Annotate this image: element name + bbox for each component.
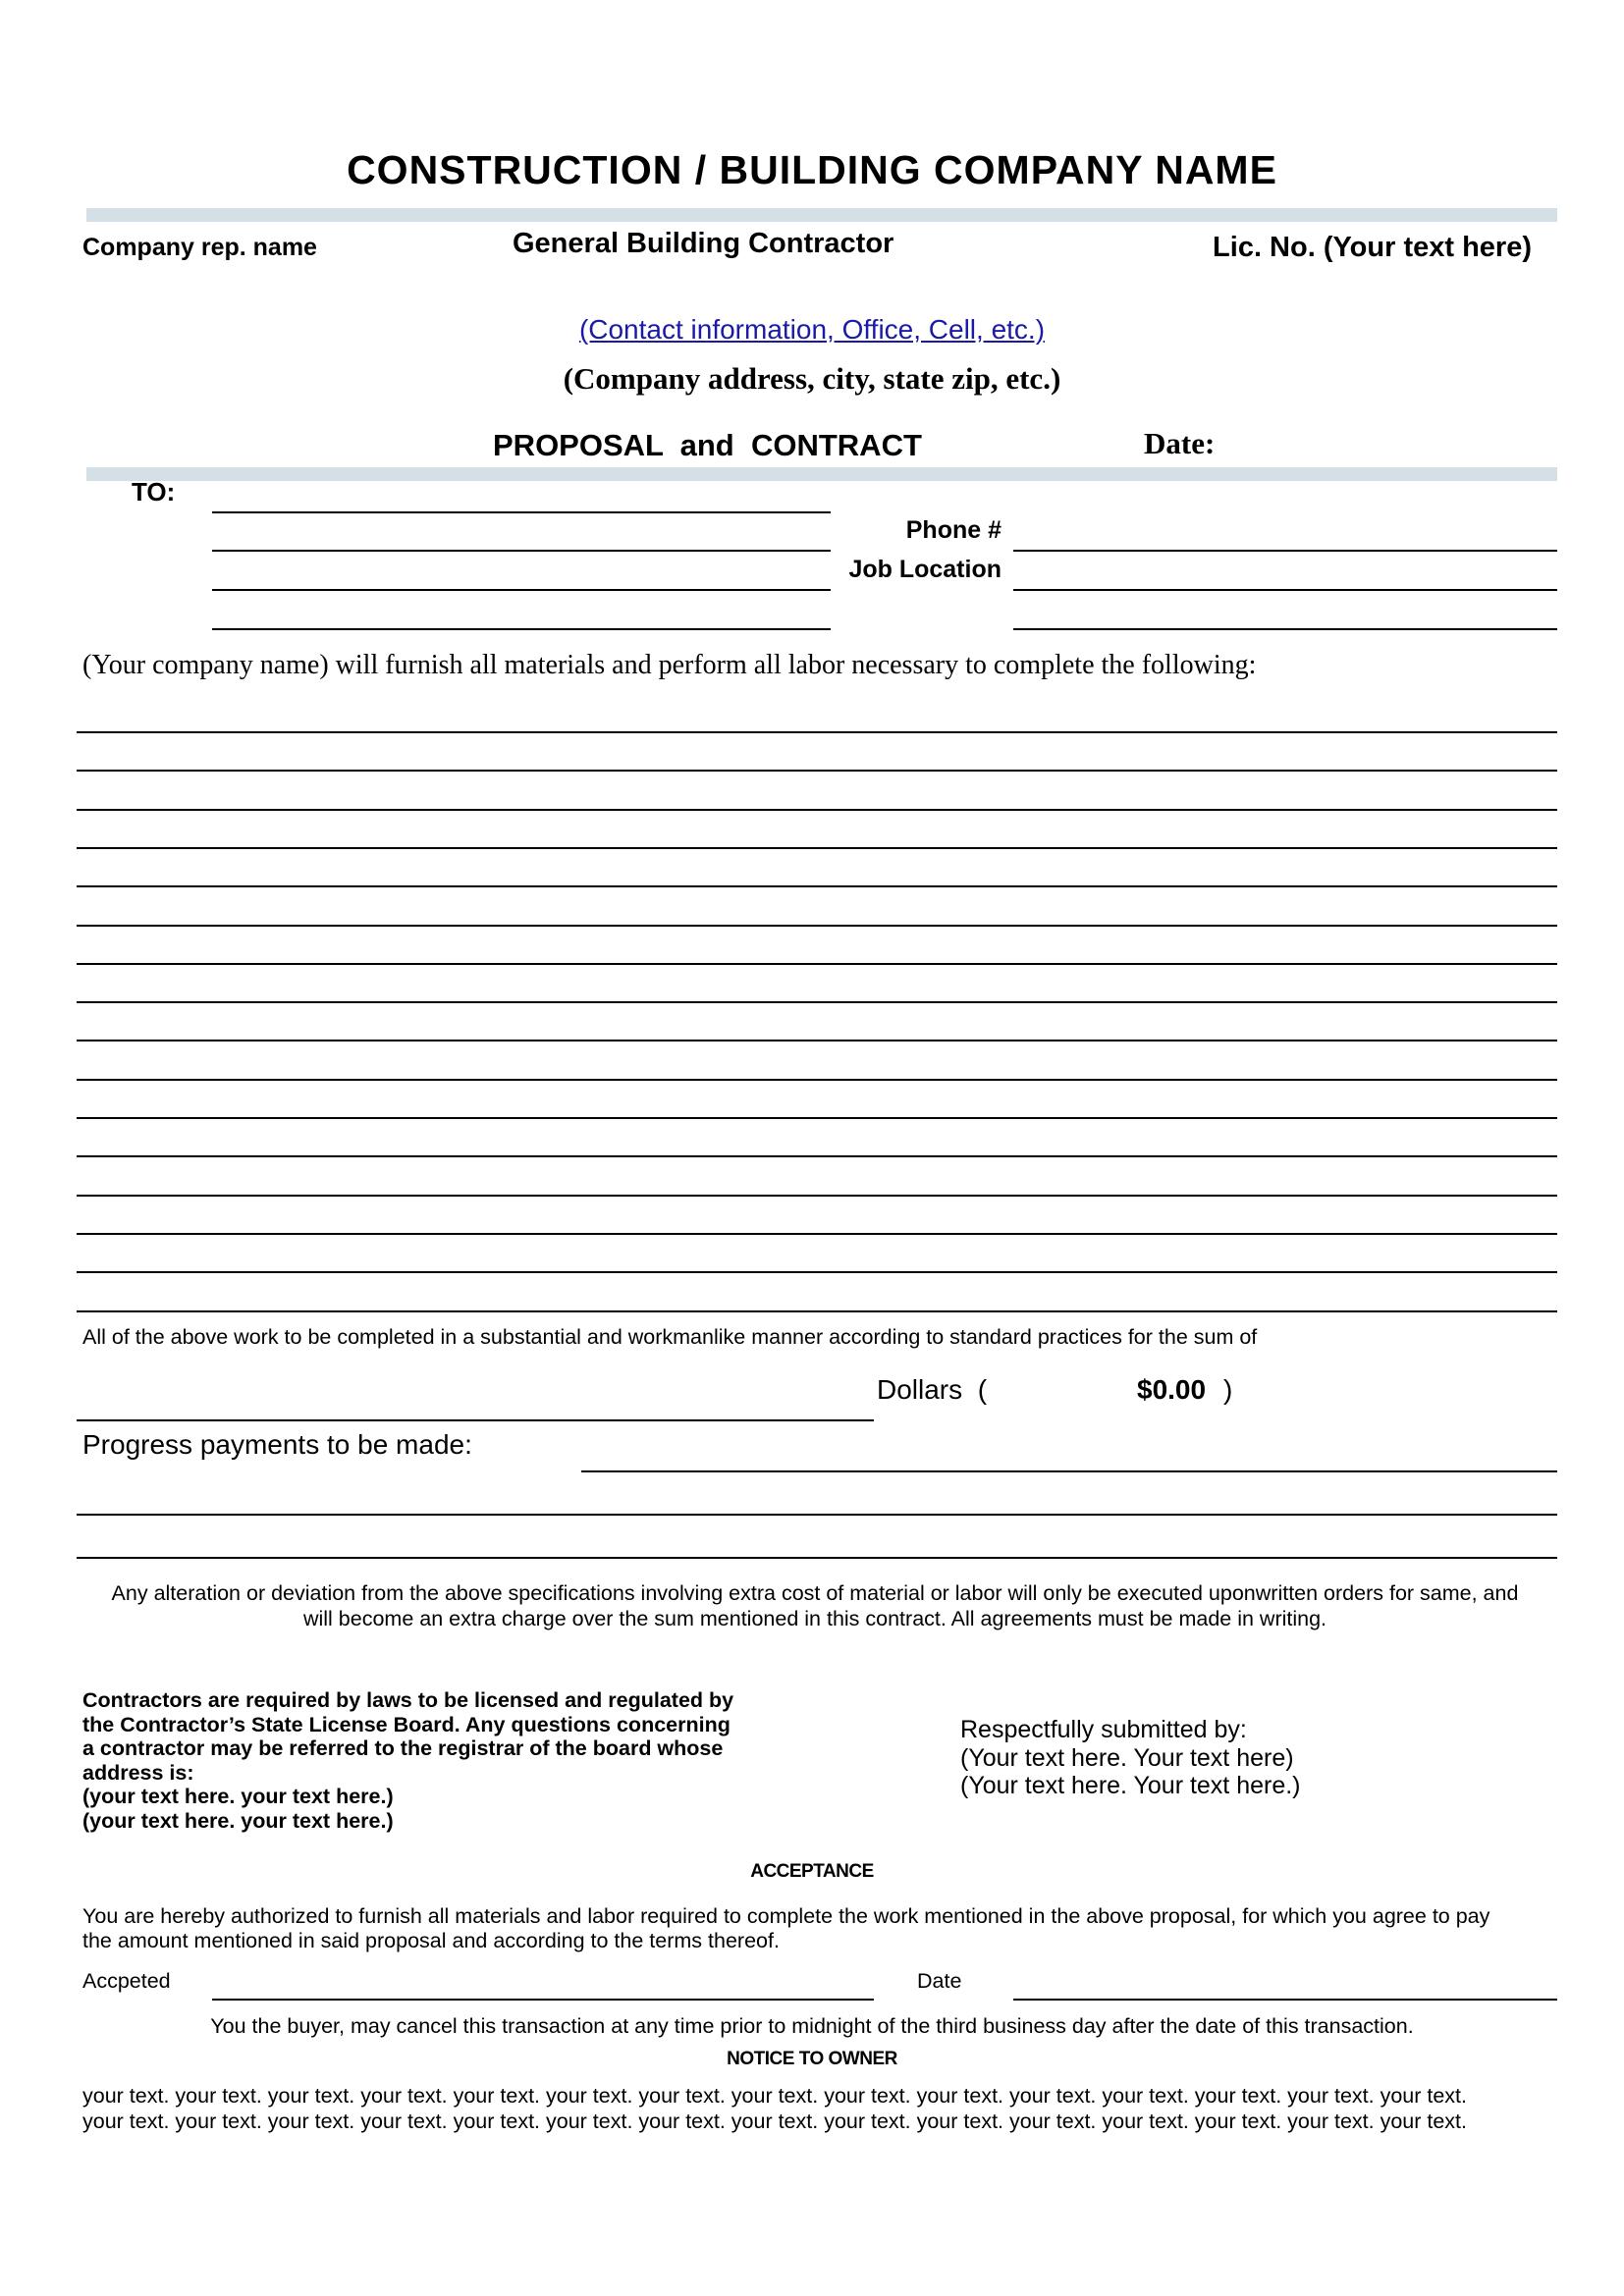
notice-line: your text. your text. your text. your text. your text. your text. your text. your text. your text. your text. your text. your text. your text. your text. your text. [82,2109,1468,2133]
progress-line-2[interactable] [77,1514,1557,1516]
alteration-line: will become an extra charge over the sum mentioned in this contract. All agreements must be made in writing. [302,1607,1327,1630]
scope-line[interactable] [77,963,1557,965]
submitted-by-line: (Your text here. Your text here.) [960,1772,1301,1799]
submitted-by-line: (Your text here. Your text here) [960,1743,1294,1772]
acceptance-date-line[interactable] [1013,1999,1557,2001]
proposal-title: PROPOSAL and CONTRACT [493,428,922,462]
to-line-4[interactable] [212,628,831,630]
license-line: Contractors are required by laws to be licensed and regulated by [82,1688,734,1712]
license-line: a contractor may be referred to the registrar of the board whose [82,1736,724,1760]
scope-line[interactable] [77,770,1557,772]
scope-line[interactable] [77,1233,1557,1235]
scope-line[interactable] [77,1195,1557,1197]
dollars-label: Dollars ( [877,1374,988,1405]
license-line: address is: [82,1760,194,1785]
contact-info-link[interactable]: (Contact information, Office, Cell, etc.) [578,314,1046,345]
acceptance-text [82,1904,1555,1953]
date-label: Date: [1144,426,1216,460]
license-line: (your text here. your text here.) [82,1808,394,1833]
scope-line[interactable] [77,1155,1557,1157]
scope-line[interactable] [77,731,1557,733]
alteration-line: Any alteration or deviation from the above specifications involving extra cost of material or labor will only be executed uponwritten orders for same, and [111,1581,1519,1605]
sum-statement: All of the above work to be completed in a substantial and workmanlike manner according to standard practices for the sum of [82,1325,1258,1349]
scope-line[interactable] [77,1271,1557,1273]
proposal-divider-bar [86,467,1557,481]
progress-line-3[interactable] [77,1557,1557,1559]
acceptance-line: You are hereby authorized to furnish all materials and labor required to complete the work mentioned in the above proposal, for which you agree to pay [82,1904,1490,1928]
scope-line[interactable] [77,1079,1557,1081]
scope-line[interactable] [77,809,1557,811]
to-line-1[interactable] [212,511,831,513]
scope-line[interactable] [77,847,1557,849]
header-divider-bar [86,208,1557,222]
scope-line[interactable] [77,1001,1557,1003]
submitted-by-label: Respectfully submitted by: [960,1716,1247,1743]
scope-line[interactable] [77,1310,1557,1312]
progress-payments-label: Progress payments to be made: [82,1429,472,1460]
notice-to-owner-heading: NOTICE TO OWNER [727,2049,897,2069]
scope-intro: (Your company name) will furnish all materials and perform all labor necessary to complete the following: [82,650,1257,680]
scope-line[interactable] [77,1117,1557,1119]
alteration-terms [79,1580,1551,1631]
phone-field-line[interactable] [1013,550,1557,552]
license-line: (your text here. your text here.) [82,1785,394,1808]
company-name-title: CONSTRUCTION / BUILDING COMPANY NAME [347,147,1277,192]
license-notice [82,1688,789,1833]
company-rep-name: Company rep. name [82,234,317,261]
acceptance-date-label: Date [917,1969,962,1993]
contract-amount[interactable]: $0.00 [1137,1374,1207,1405]
amount-close-paren: ) [1223,1374,1233,1405]
to-label: TO: [132,477,176,507]
submitted-by-block [960,1716,1301,1800]
to-line-3[interactable] [212,589,831,591]
job-location-field-line[interactable] [1013,589,1557,591]
accepted-signature-line[interactable] [212,1999,874,2001]
acceptance-heading: ACCEPTANCE [750,1861,874,1882]
to-line-2[interactable] [212,550,831,552]
scope-line[interactable] [77,885,1557,887]
progress-line-1[interactable] [581,1470,1557,1472]
job-location-field-line-2[interactable] [1013,628,1557,630]
phone-label: Phone # [905,516,1001,544]
dollars-written-line[interactable] [77,1419,874,1421]
license-number: Lic. No. (Your text here) [1213,232,1532,263]
job-location-label: Job Location [848,556,1001,583]
scope-line[interactable] [77,1040,1557,1041]
accepted-label: Accpeted [82,1969,171,1993]
acceptance-line: the amount mentioned in said proposal and according to the terms thereof. [82,1929,780,1952]
notice-to-owner-text [82,2083,1565,2134]
cancellation-notice: You the buyer, may cancel this transaction at any time prior to midnight of the third business day after the date of this transaction. [210,2014,1414,2038]
scope-line[interactable] [77,925,1557,927]
license-line: the Contractor’s State License Board. Any questions concerning [82,1712,731,1736]
company-address: (Company address, city, state zip, etc.) [563,361,1061,396]
contractor-type: General Building Contractor [513,228,894,259]
notice-line: your text. your text. your text. your text. your text. your text. your text. your text. your text. your text. your text. your text. your text. your text. your text. [82,2084,1468,2108]
